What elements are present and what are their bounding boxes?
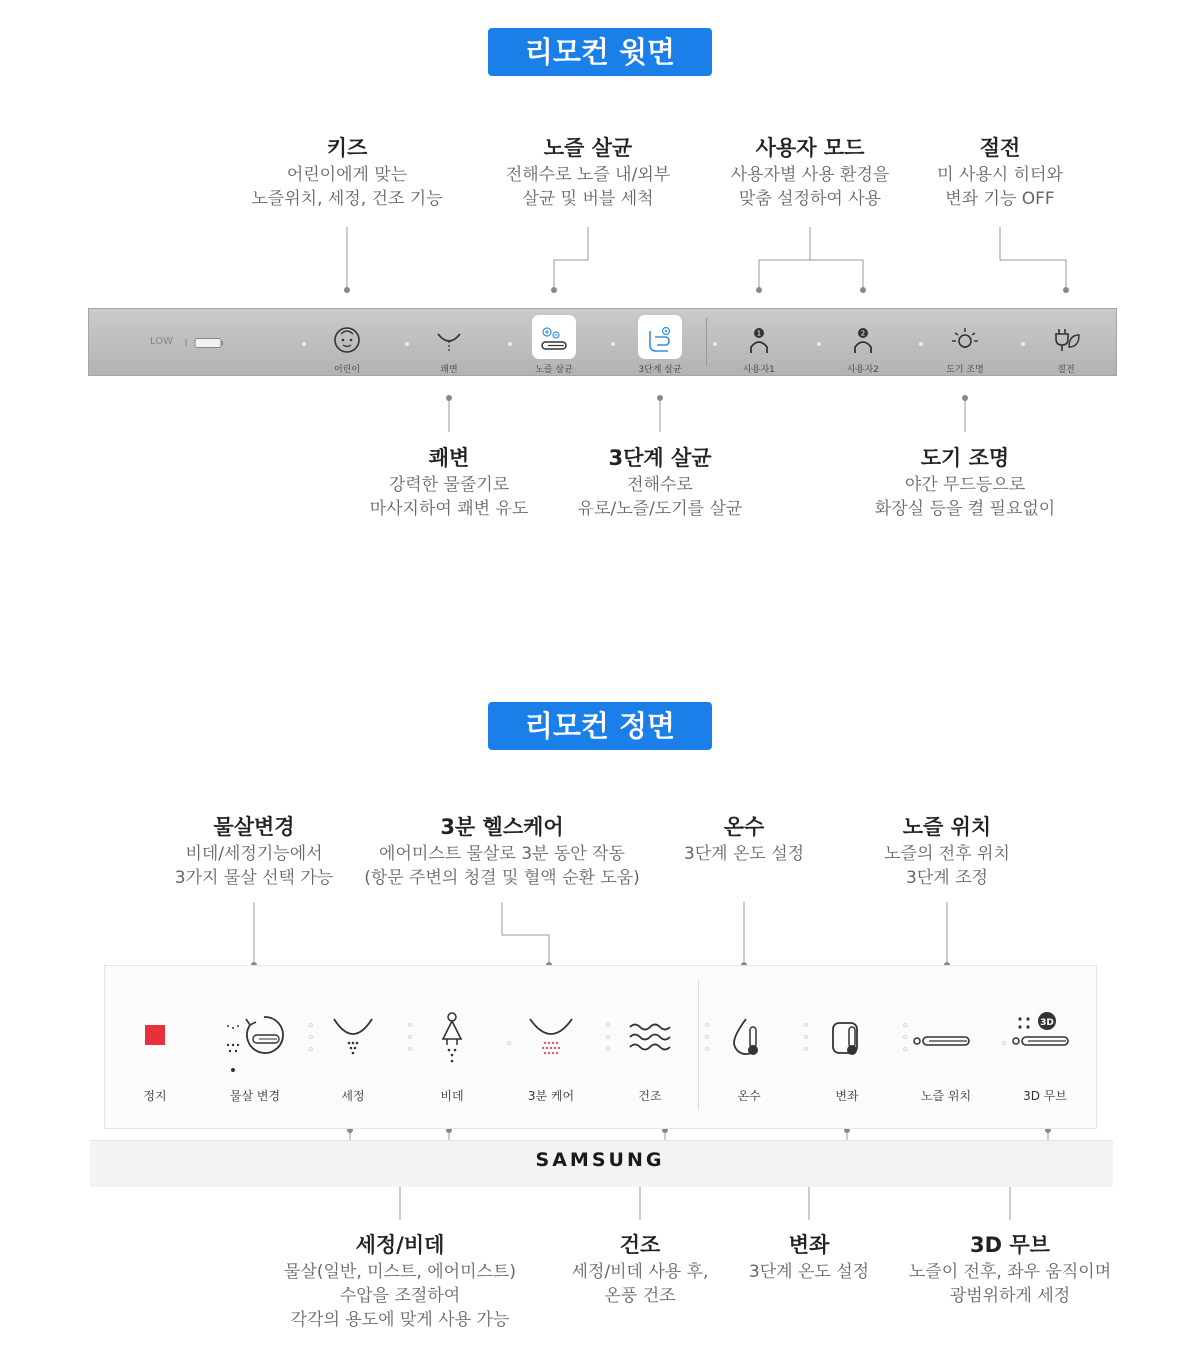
section-title-top: 리모컨 윗면 — [488, 28, 712, 76]
nozzle-position-button[interactable] — [901, 1005, 991, 1115]
button-label: 세정 — [341, 1089, 365, 1103]
nozzle-sterilize-button[interactable] — [519, 308, 589, 376]
bidet-button[interactable] — [407, 1005, 497, 1115]
annotation-three-step-sterilize — [578, 443, 743, 521]
lightbulb-icon — [950, 325, 980, 355]
annotation-title: 사용자 모드 — [755, 136, 865, 160]
3d-move-icon — [1012, 1005, 1072, 1075]
svg-text:1: 1 — [756, 329, 762, 338]
indicator-dot — [611, 342, 615, 346]
three-step-sterilize-icon — [645, 325, 675, 355]
annotation-line: 노즐의 전후 위치 — [884, 844, 1010, 864]
indicator-dot — [405, 342, 409, 346]
seat-temp-button[interactable] — [802, 1005, 892, 1115]
annotation-spray-change — [175, 812, 333, 890]
bowl-light-button[interactable] — [930, 308, 1000, 376]
indicator-dot — [919, 342, 923, 346]
annotation-title: 절전 — [979, 136, 1021, 160]
annotation-line: 3가지 물살 선택 가능 — [174, 868, 334, 888]
annotation-seat — [749, 1230, 869, 1284]
button-label: 3단계 살균 — [638, 365, 682, 375]
annotation-line: 수압을 조절하여 — [339, 1286, 461, 1306]
battery-icon — [184, 337, 226, 349]
button-label: 온수 — [737, 1089, 761, 1103]
annotation-line: 맞춤 설정하여 사용 — [738, 189, 882, 209]
annotation-bowl-light — [875, 443, 1055, 521]
annotation-line: 어린이에게 맞는 — [286, 165, 408, 185]
warm-water-button[interactable] — [704, 1005, 794, 1115]
annotation-title: 건조 — [619, 1233, 661, 1257]
annotation-line: 사용자별 사용 환경을 — [730, 165, 890, 185]
annotation-line: 변좌 기능 OFF — [945, 189, 1055, 209]
spray-change-button[interactable] — [210, 1005, 300, 1115]
nozzle-sterilize-icon — [539, 325, 569, 355]
annotation-line: 노즐이 전후, 좌우 움직이며 — [908, 1262, 1112, 1282]
button-label: 사용자2 — [847, 365, 879, 375]
button-label: 사용자1 — [743, 365, 775, 375]
dry-button[interactable] — [605, 1005, 695, 1115]
user1-button[interactable] — [724, 308, 794, 376]
child-face-icon — [332, 325, 362, 355]
indicator-dot — [1021, 342, 1025, 346]
annotation-line: (항문 주변의 청결 및 혈액 순환 도움) — [364, 868, 640, 888]
button-label: 건조 — [638, 1089, 662, 1103]
indicator-dot — [508, 342, 512, 346]
button-label: 노즐 위치 — [920, 1089, 972, 1103]
warm-air-dry-icon — [625, 1005, 675, 1075]
annotation-line: 유로/노즐/도기를 살균 — [577, 499, 743, 519]
stop-button[interactable] — [110, 1005, 200, 1115]
spray-change-icon — [222, 1005, 292, 1080]
annotation-line: 각각의 용도에 맞게 사용 가능 — [290, 1310, 510, 1330]
kids-button[interactable] — [312, 308, 382, 376]
stop-square-icon — [130, 1005, 180, 1075]
annotation-bowel — [370, 443, 529, 521]
annotation-title: 노즐 살균 — [543, 136, 633, 160]
button-label: 3D 무브 — [1023, 1089, 1067, 1103]
annotation-health-care — [364, 812, 640, 890]
annotation-title: 3단계 살균 — [608, 446, 712, 470]
annotation-title: 3D 무브 — [970, 1233, 1050, 1257]
button-label: 정지 — [143, 1089, 167, 1103]
button-label: 물살 변경 — [229, 1089, 281, 1103]
annotation-3d-move — [909, 1230, 1111, 1308]
button-label: 3분 케어 — [527, 1089, 575, 1103]
indicator-dot — [817, 342, 821, 346]
annotation-title: 도기 조명 — [920, 446, 1010, 470]
button-label: 노즐 살균 — [535, 365, 573, 375]
section-title-front: 리모컨 정면 — [488, 702, 712, 750]
seat-temperature-icon — [822, 1005, 872, 1075]
annotation-title: 온수 — [723, 815, 765, 839]
three-step-sterilize-button[interactable] — [625, 308, 695, 376]
nozzle-position-icon — [913, 1005, 973, 1075]
annotation-title: 3분 헬스케어 — [440, 815, 564, 839]
eco-plug-icon — [1051, 325, 1081, 355]
annotation-title: 쾌변 — [428, 446, 470, 470]
button-label: 쾌변 — [440, 365, 458, 375]
user2-button[interactable] — [828, 308, 898, 376]
annotation-line: 에어미스트 물살로 3분 동안 작동 — [379, 844, 625, 864]
3d-move-button[interactable] — [1000, 1005, 1090, 1115]
annotation-line: 노즐위치, 세정, 건조 기능 — [251, 189, 443, 209]
button-label: 어린이 — [333, 365, 361, 375]
annotation-wash-bidet — [284, 1230, 516, 1332]
battery-low-label — [150, 336, 173, 347]
water-temperature-icon — [724, 1005, 774, 1075]
annotation-line: 야간 무드등으로 — [904, 475, 1026, 495]
bowel-button[interactable] — [414, 308, 484, 376]
indicator-dot — [713, 342, 717, 346]
annotation-line: 강력한 물줄기로 — [388, 475, 510, 495]
annotation-line: 온풍 건조 — [604, 1286, 676, 1306]
annotation-title: 키즈 — [326, 136, 368, 160]
annotation-title: 변좌 — [788, 1233, 830, 1257]
annotation-line: 비데/세정기능에서 — [185, 844, 323, 864]
svg-text:2: 2 — [860, 329, 866, 338]
rear-wash-icon — [328, 1005, 378, 1075]
panel-divider — [698, 980, 699, 1110]
button-label: 변좌 — [835, 1089, 859, 1103]
button-label: 절전 — [1057, 365, 1075, 375]
annotation-line: 전해수로 노즐 내/외부 — [505, 165, 671, 185]
three-min-care-button[interactable] — [506, 1005, 596, 1115]
power-save-button[interactable] — [1031, 308, 1101, 376]
user2-icon — [848, 325, 878, 355]
annotation-line: 전해수로 — [627, 475, 693, 495]
indicator-dot — [302, 342, 306, 346]
user1-icon — [744, 325, 774, 355]
brand-logo: SAMSUNG — [535, 1149, 665, 1171]
annotation-line: 미 사용시 히터와 — [937, 165, 1063, 185]
annotation-line: 화장실 등을 켤 필요없이 — [874, 499, 1056, 519]
annotation-nozzle-position — [884, 812, 1010, 890]
panel-divider — [706, 318, 707, 366]
svg-text:3D: 3D — [1040, 1018, 1054, 1028]
annotation-title: 물살변경 — [213, 815, 295, 839]
low-text: LOW — [150, 336, 173, 347]
air-mist-care-icon — [526, 1005, 576, 1075]
annotation-line: 3단계 온도 설정 — [748, 1262, 870, 1282]
annotation-line: 3단계 조정 — [906, 868, 988, 888]
annotation-title: 노즐 위치 — [902, 815, 992, 839]
annotation-line: 세정/비데 사용 후, — [571, 1262, 709, 1282]
button-label: 비데 — [440, 1089, 464, 1103]
bidet-icon — [427, 1005, 477, 1075]
annotation-line: 살균 및 버블 세척 — [522, 189, 654, 209]
annotation-title: 세정/비데 — [355, 1233, 445, 1257]
annotation-warm-water — [684, 812, 804, 866]
annotation-dry — [572, 1230, 709, 1308]
annotation-line: 물살(일반, 미스트, 에어미스트) — [284, 1262, 516, 1282]
annotation-line: 3단계 온도 설정 — [683, 844, 805, 864]
annotation-line: 광범위하게 세정 — [949, 1286, 1071, 1306]
bowel-massage-icon — [434, 325, 464, 355]
button-label: 도기 조명 — [946, 365, 984, 375]
wash-button[interactable] — [308, 1005, 398, 1115]
annotation-line: 마사지하여 쾌변 유도 — [369, 499, 529, 519]
